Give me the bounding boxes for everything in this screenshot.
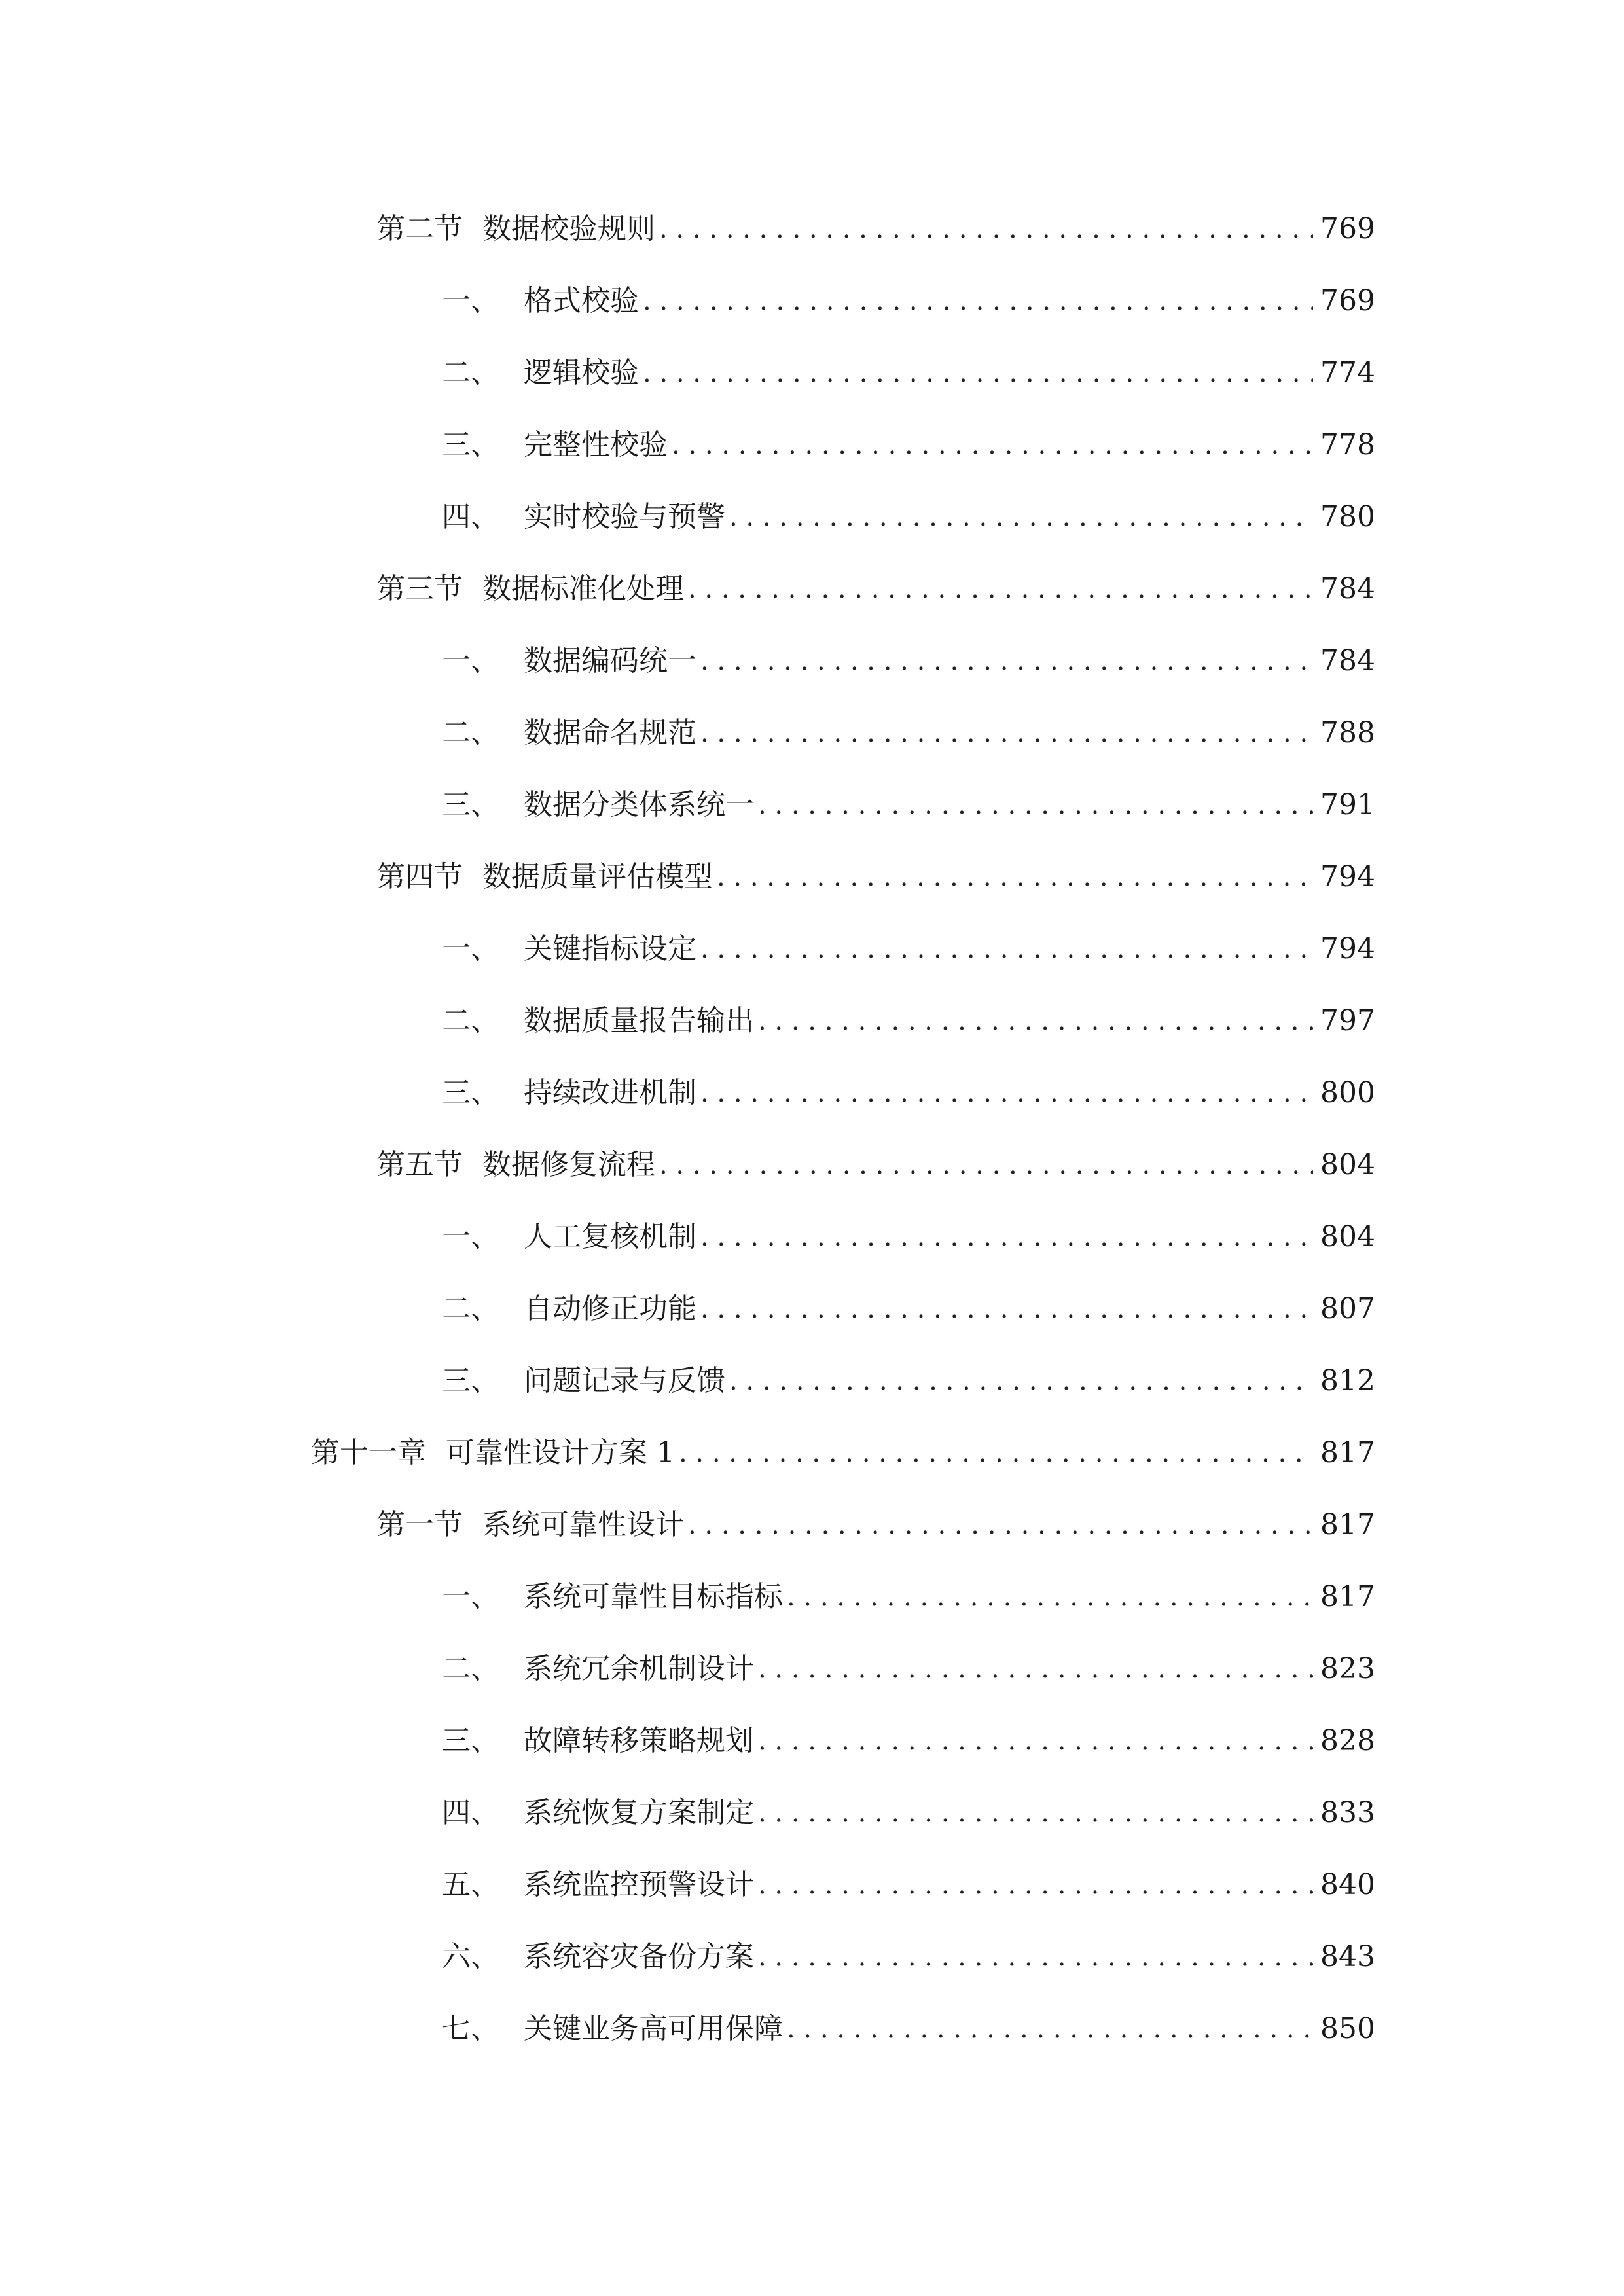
toc-entry-item[interactable] — [442, 1211, 1375, 1263]
toc-entry-prefix: 一、 — [442, 932, 499, 965]
dot-leader — [758, 779, 1313, 831]
dot-leader — [700, 635, 1313, 687]
toc-entry-page: 843 — [1320, 1940, 1375, 1973]
dot-leader — [729, 491, 1313, 543]
dot-leader — [787, 2003, 1313, 2055]
toc-entry-prefix: 第二节 — [376, 212, 463, 245]
dot-leader — [758, 1931, 1313, 1983]
toc-entry-page: 850 — [1320, 2012, 1375, 2045]
toc-entry-item[interactable] — [442, 635, 1375, 687]
dot-leader — [643, 275, 1313, 327]
toc-entry-section[interactable] — [376, 851, 1375, 903]
toc-entry-title: 故障转移策略规划 — [524, 1724, 754, 1757]
toc-entry-prefix: 第十一章 — [311, 1436, 426, 1469]
toc-entry-page: 784 — [1320, 572, 1375, 605]
toc-entry-item[interactable] — [442, 419, 1375, 471]
toc-entry-chapter[interactable] — [311, 1427, 1375, 1479]
toc-entry-item[interactable] — [442, 779, 1375, 831]
toc-entry-title: 可靠性设计方案 1 — [446, 1436, 675, 1469]
toc-entry-title: 系统可靠性目标指标 — [524, 1580, 783, 1613]
dot-leader — [787, 1571, 1313, 1623]
toc-entry-section[interactable] — [376, 1499, 1375, 1551]
dot-leader — [758, 1715, 1313, 1767]
dot-leader — [700, 1211, 1313, 1263]
toc-entry-page: 791 — [1320, 788, 1375, 821]
toc-entry-title: 数据标准化处理 — [482, 572, 684, 605]
toc-entry-item[interactable] — [442, 707, 1375, 759]
dot-leader — [659, 203, 1313, 255]
dot-leader — [700, 1283, 1313, 1335]
toc-entry-item[interactable] — [442, 1787, 1375, 1839]
toc-entry-title: 问题记录与反馈 — [524, 1364, 725, 1397]
toc-entry-item[interactable] — [442, 1283, 1375, 1335]
toc-entry-prefix: 第四节 — [376, 860, 463, 893]
dot-leader — [643, 347, 1313, 399]
toc-entry-title: 逻辑校验 — [524, 356, 639, 389]
toc-entry-item[interactable] — [442, 1859, 1375, 1911]
toc-entry-title: 数据修复流程 — [482, 1148, 655, 1181]
toc-entry-title: 数据编码统一 — [524, 644, 696, 677]
toc-entry-page: 769 — [1320, 284, 1375, 317]
dot-leader — [659, 1139, 1313, 1191]
toc-entry-page: 823 — [1320, 1652, 1375, 1685]
toc-entry-prefix: 第一节 — [376, 1508, 463, 1541]
toc-entry-item[interactable] — [442, 995, 1375, 1047]
toc-entry-prefix: 二、 — [442, 1004, 499, 1037]
dot-leader — [700, 1067, 1313, 1119]
dot-leader — [729, 1355, 1313, 1407]
toc-entry-item[interactable] — [442, 923, 1375, 975]
toc-entry-prefix: 三、 — [442, 1076, 499, 1109]
dot-leader — [717, 851, 1313, 903]
dot-leader — [758, 1859, 1313, 1911]
toc-entry-page: 840 — [1320, 1868, 1375, 1901]
toc-entry-title: 系统监控预警设计 — [524, 1868, 754, 1901]
toc-entry-section[interactable] — [376, 563, 1375, 615]
toc-entry-item[interactable] — [442, 347, 1375, 399]
toc-entry-page: 774 — [1320, 356, 1375, 389]
toc-entry-prefix: 二、 — [442, 1652, 499, 1685]
toc-entry-item[interactable] — [442, 1355, 1375, 1407]
toc-entry-prefix: 三、 — [442, 1364, 499, 1397]
toc-entry-prefix: 一、 — [442, 644, 499, 677]
toc-entry-page: 833 — [1320, 1796, 1375, 1829]
toc-entry-page: 794 — [1320, 860, 1375, 893]
dot-leader — [672, 419, 1313, 471]
toc-entry-title: 系统可靠性设计 — [482, 1508, 684, 1541]
toc-entry-title: 完整性校验 — [524, 428, 668, 461]
dot-leader — [758, 1787, 1313, 1839]
toc-entry-page: 817 — [1320, 1436, 1375, 1469]
toc-entry-prefix: 三、 — [442, 1724, 499, 1757]
toc-entry-page: 828 — [1320, 1724, 1375, 1757]
dot-leader — [688, 563, 1313, 615]
toc-entry-prefix: 七、 — [442, 2012, 499, 2045]
toc-entry-title: 系统容灾备份方案 — [524, 1940, 754, 1973]
dot-leader — [758, 1643, 1313, 1695]
toc-entry-prefix: 四、 — [442, 1796, 499, 1829]
toc-entry-title: 关键指标设定 — [524, 932, 696, 965]
toc-entry-item[interactable] — [442, 1931, 1375, 1983]
toc-entry-title: 数据命名规范 — [524, 716, 696, 749]
toc-entry-title: 系统恢复方案制定 — [524, 1796, 754, 1829]
dot-leader — [679, 1427, 1313, 1479]
toc-entry-page: 812 — [1320, 1364, 1375, 1397]
toc-entry-title: 人工复核机制 — [524, 1220, 696, 1253]
toc-entry-page: 778 — [1320, 428, 1375, 461]
toc-entry-title: 数据质量评估模型 — [482, 860, 713, 893]
dot-leader — [700, 707, 1313, 759]
toc-entry-title: 关键业务高可用保障 — [524, 2012, 783, 2045]
toc-entry-item[interactable] — [442, 1571, 1375, 1623]
toc-entry-page: 817 — [1320, 1508, 1375, 1541]
toc-entry-page: 797 — [1320, 1004, 1375, 1037]
dot-leader — [700, 923, 1313, 975]
toc-entry-title: 自动修正功能 — [524, 1292, 696, 1325]
toc-entry-page: 788 — [1320, 716, 1375, 749]
toc-entry-prefix: 三、 — [442, 428, 499, 461]
toc-entry-page: 784 — [1320, 644, 1375, 677]
toc-entry-title: 系统冗余机制设计 — [524, 1652, 754, 1685]
dot-leader — [758, 995, 1313, 1047]
toc-entry-page: 804 — [1320, 1220, 1375, 1253]
toc-entry-title: 数据质量报告输出 — [524, 1004, 754, 1037]
toc-entry-prefix: 一、 — [442, 1220, 499, 1253]
dot-leader — [688, 1499, 1313, 1551]
toc-entry-prefix: 一、 — [442, 284, 499, 317]
toc-entry-prefix: 第五节 — [376, 1148, 463, 1181]
toc-entry-prefix: 第三节 — [376, 572, 463, 605]
toc-entry-item[interactable] — [442, 2003, 1375, 2055]
toc-entry-section[interactable] — [376, 1139, 1375, 1191]
toc-entry-prefix: 一、 — [442, 1580, 499, 1613]
toc-entry-item[interactable] — [442, 491, 1375, 543]
toc-entry-item[interactable] — [442, 1715, 1375, 1767]
toc-entry-prefix: 三、 — [442, 788, 499, 821]
toc-entry-item[interactable] — [442, 1643, 1375, 1695]
toc-entry-title: 实时校验与预警 — [524, 500, 725, 533]
toc-entry-page: 807 — [1320, 1292, 1375, 1325]
toc-entry-title: 持续改进机制 — [524, 1076, 696, 1109]
toc-entry-page: 769 — [1320, 212, 1375, 245]
toc-entry-page: 804 — [1320, 1148, 1375, 1181]
toc-entry-item[interactable] — [442, 275, 1375, 327]
toc-entry-page: 800 — [1320, 1076, 1375, 1109]
toc-entry-prefix: 二、 — [442, 1292, 499, 1325]
toc-entry-item[interactable] — [442, 1067, 1375, 1119]
toc-entry-section[interactable] — [376, 203, 1375, 255]
toc-entry-title: 数据校验规则 — [482, 212, 655, 245]
toc-entry-page: 817 — [1320, 1580, 1375, 1613]
toc-entry-title: 格式校验 — [524, 284, 639, 317]
toc-entry-prefix: 二、 — [442, 716, 499, 749]
toc-entry-title: 数据分类体系统一 — [524, 788, 754, 821]
toc-entry-prefix: 五、 — [442, 1868, 499, 1901]
toc-entry-page: 780 — [1320, 500, 1375, 533]
toc-entry-prefix: 四、 — [442, 500, 499, 533]
toc-entry-prefix: 二、 — [442, 356, 499, 389]
toc-entry-page: 794 — [1320, 932, 1375, 965]
toc-entry-prefix: 六、 — [442, 1940, 499, 1973]
